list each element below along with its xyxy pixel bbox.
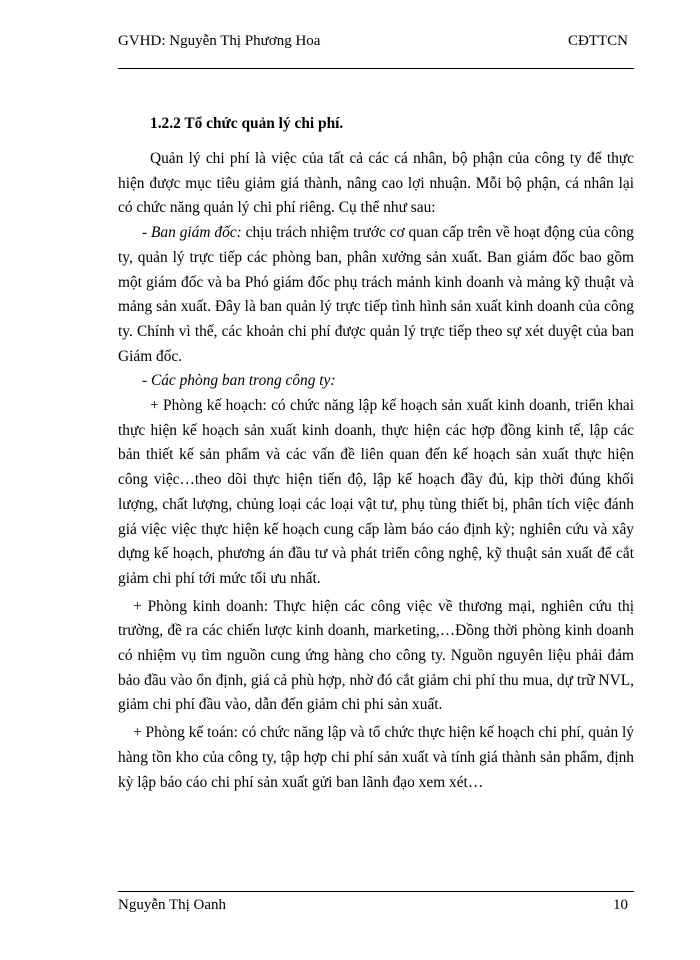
- page-footer: [118, 897, 634, 919]
- footer-divider: [118, 891, 634, 892]
- header-divider: [118, 68, 634, 69]
- board-text: chịu trách nhiệm trước cơ quan cấp trên về hoạt động của công ty, quản lý trực tiếp các phòng ban, phân xưởng sản xuất. Ban giám đốc bao gồm một giám đốc và ba Phó giám đốc phụ trách mảnh kinh doanh và mảng kỹ thuật và mảng sản xuất. Đây là ban quản lý trực tiếp tình hình sản xuất kinh doanh của công ty. Chính vì thế, các khoản chi phí được quản lý trực tiếp theo sự xét duyệt của ban Giám đốc.: [118, 224, 634, 365]
- page-body: [118, 113, 634, 795]
- header-course-code: CĐTTCN: [568, 33, 628, 49]
- paragraph-business: + Phòng kinh doanh: Thực hiện các công việc về thương mại, nghiên cứu thị trường, đề ra các chiến lược kinh doanh, marketing,…Đồng thời phòng kinh doanh có nhiệm vụ tìm nguồn cung ứng hàng cho công ty. Nguồn nguyên liệu phải đảm bảo đầu vào ổn định, giá cả phù hợp, nhờ đó cắt giảm chi phí thu mua, dự trữ NVL, giảm chi phí đầu vào, dẫn đến giảm chi phi sản xuất.: [118, 597, 634, 714]
- paragraph-intro: Quản lý chi phí là việc của tất cả các cá nhân, bộ phận của công ty để thực hiện được mục tiêu giảm giá thành, nâng cao lợi nhuận. Mỗi bộ phận, cá nhân lại có chức năng quản lý chi phí riêng. Cụ thể như sau:: [118, 150, 634, 217]
- page-header: [118, 33, 634, 55]
- paragraph-departments-label: - Các phòng ban trong công ty:: [142, 372, 336, 390]
- header-advisor: GVHD: Nguyễn Thị Phương Hoa: [118, 33, 321, 49]
- paragraph-accounting: + Phòng kế toán: có chức năng lập và tổ chức thực hiện kế hoạch chi phí, quản lý hàng tồn kho của công ty, tập hợp chi phí sản xuất và tính giá thành sản phẩm, định kỳ lập báo cáo chi phí sản xuất gửi ban lãnh đạo xem xét…: [118, 724, 634, 791]
- page-number: 10: [613, 897, 628, 913]
- section-title: 1.2.2 Tổ chức quản lý chi phí.: [150, 115, 344, 132]
- paragraph-board: [118, 221, 634, 369]
- paragraph-planning: + Phòng kế hoạch: có chức năng lập kế hoạch sản xuất kinh doanh, triển khai thực hiện kế hoạch sản xuất kinh doanh, thực hiện các hợp đồng kinh tế, lập các bản thiết kế sản phẩm và các vấn đề liên quan đến kế hoạch sản xuất thực hiện công việc…theo dõi thực hiện tiến độ, lập kế hoạch đầy đủ, kịp thời đúng khối lượng, chất lượng, chủng loại các loại vật tư, phụ tùng thiết bị, phân tích việc đánh giá việc việc thực hiện kế hoạch cung cấp làm báo cáo định kỳ; nghiên cứu và xây dựng kế hoạch, phương án đầu tư và phát triển công nghệ, kỹ thuật sản xuất để cắt giảm chi phí tới mức tối ưu nhất.: [118, 397, 634, 587]
- board-label: - Ban giám đốc:: [142, 224, 242, 242]
- footer-author: Nguyễn Thị Oanh: [118, 897, 227, 913]
